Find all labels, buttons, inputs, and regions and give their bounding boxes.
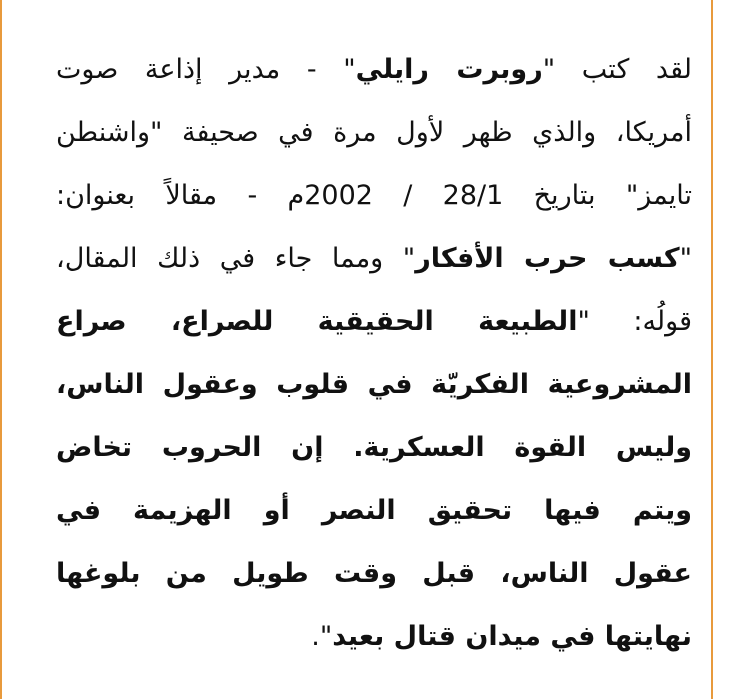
quote-text: الطبيعة الحقيقية للصراع، صراع <box>56 306 578 337</box>
text-line-5: قولُه: "الطبيعة الحقيقية للصراع، صراع <box>56 306 692 337</box>
article-title: كسب حرب الأفكار <box>415 243 680 274</box>
quote-text: عقول الناس، قبل وقت طويل من بلوغها <box>56 558 692 589</box>
text-line-4: "كسب حرب الأفكار" ومما جاء في ذلك المقال، <box>56 243 692 274</box>
quote-text: ويتم فيها تحقيق النصر أو الهزيمة في <box>56 495 692 526</box>
text-line-10: نهايتها في ميدان قتال بعيد". <box>311 621 692 652</box>
text-line-6 <box>56 353 692 416</box>
quote-text: المشروعية الفكريّة في قلوب وعقول الناس، <box>56 369 692 400</box>
text-line-3: تايمز" بتاريخ 28/1 / 2002م - مقالاً بعنوان: <box>56 180 692 211</box>
author-name: روبرت رايلي <box>355 54 543 85</box>
quote-text: نهايتها في ميدان قتال بعيد <box>332 621 692 652</box>
text-line-8 <box>56 479 692 542</box>
text-line-9 <box>56 542 692 605</box>
text-line-1: لقد كتب "روبرت رايلي" - مدير إذاعة صوت <box>56 54 692 85</box>
article-paragraph <box>56 38 692 668</box>
page-left-rule <box>0 0 2 699</box>
quote-text: وليس القوة العسكرية. إن الحروب تخاض <box>56 432 692 463</box>
page-right-rule <box>711 0 713 699</box>
text-line-7 <box>56 416 692 479</box>
text-line-2: أمريكا، والذي ظهر لأول مرة في صحيفة "واشنطن <box>56 117 692 148</box>
